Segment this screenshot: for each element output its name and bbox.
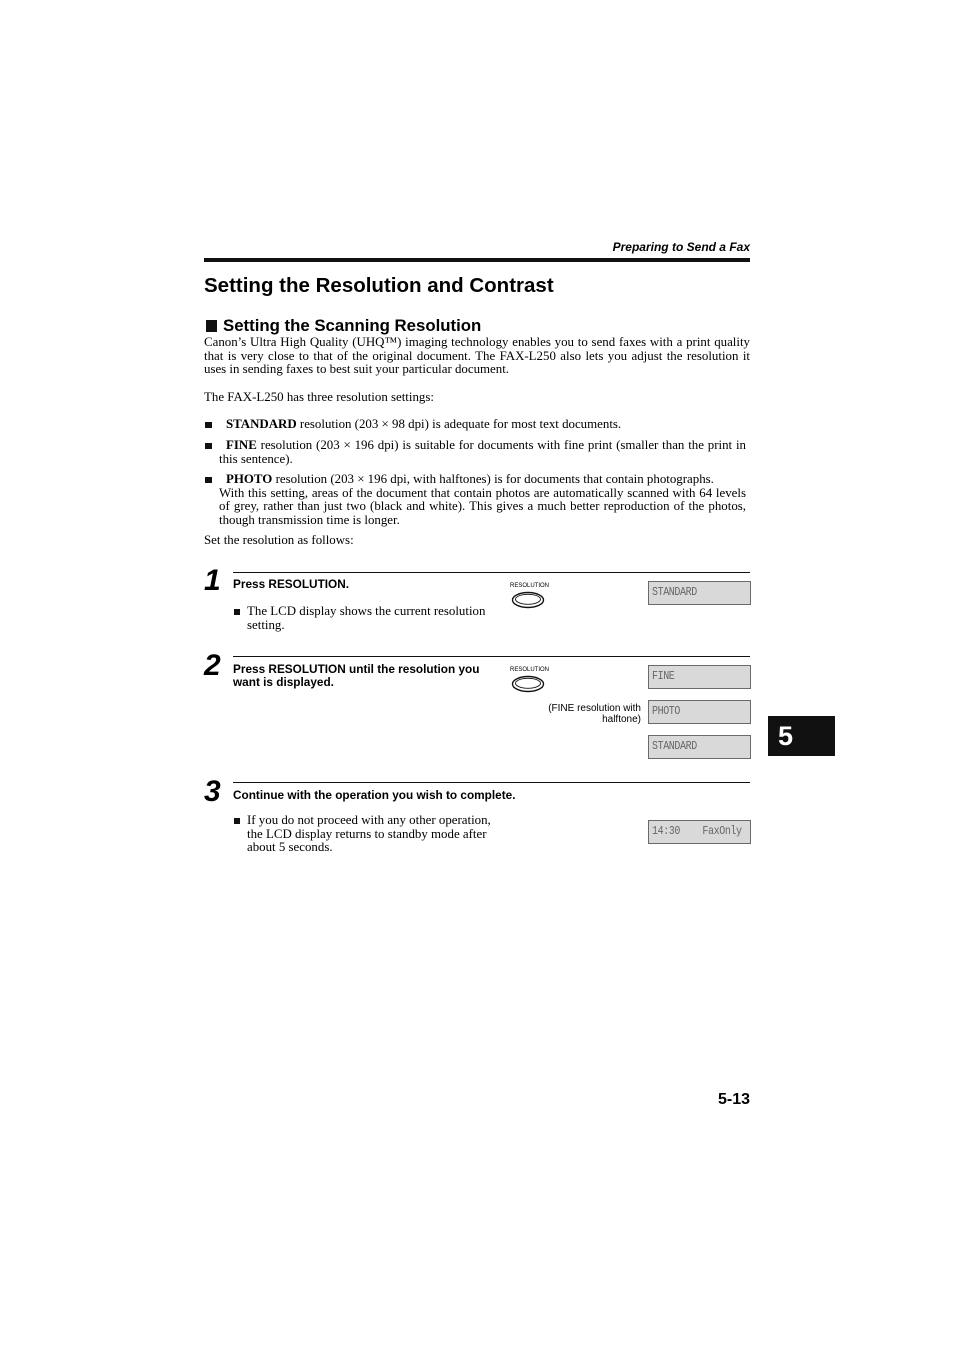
setting-term: PHOTO [226, 472, 273, 486]
setting-line: of grey, rather than just two (black and white). This gives a much better reproduction of the photos, [219, 499, 746, 514]
lcd-display [648, 820, 751, 844]
lcd-caption-line: (FINE resolution with [548, 703, 641, 714]
lcd-display [648, 735, 751, 759]
step-rule [233, 572, 750, 573]
step-rule [233, 782, 750, 783]
resolution-key-icon [511, 591, 545, 609]
bullet-square-icon [205, 422, 212, 429]
procedure-lead: Set the resolution as follows: [204, 533, 354, 547]
page-number: 5-13 [717, 1091, 750, 1108]
setting-term: STANDARD [226, 417, 297, 431]
setting-line: With this setting, areas of the document that contain photos are automatically scanned with 64 levels [219, 485, 746, 500]
running-header: Preparing to Send a Fax [612, 240, 750, 254]
lcd-display [648, 665, 751, 689]
lcd-caption-line: halftone) [602, 714, 641, 725]
step-instruction-line: Continue with the operation you wish to complete. [233, 787, 516, 802]
step-number: 1 [204, 564, 221, 597]
step-instruction [233, 663, 479, 689]
setting-item-photo [219, 473, 746, 527]
setting-text: resolution (203 × 196 dpi, with halftones) is for documents that contain photographs. [275, 472, 714, 486]
intro-paragraph [204, 336, 750, 377]
intro-line: Canon’s Ultra High Quality (UHQ™) imaging technology enables you to send faxes with a print quality [204, 335, 750, 349]
setting-item-fine [219, 439, 746, 466]
setting-line [219, 473, 746, 487]
step-instruction [233, 578, 349, 591]
lcd-text: 14:30 FaxOnly [652, 826, 742, 839]
step-instruction [233, 789, 515, 802]
intro-line: that is very close to that of the original document. The FAX-L250 also lets you adjust the resolution it [204, 348, 750, 363]
section-title: Setting the Resolution and Contrast [204, 274, 554, 297]
intro-line: uses in sending faxes to best suit your particular document. [204, 362, 510, 377]
step-rule [233, 656, 750, 657]
step-number: 3 [204, 775, 221, 808]
resolution-key-label: RESOLUTION [510, 667, 550, 673]
step-instruction-line: Press RESOLUTION. [233, 576, 350, 591]
bullet-square-icon [205, 477, 212, 484]
resolution-key-icon [511, 675, 545, 693]
header-rule [204, 258, 750, 262]
lcd-caption [548, 703, 641, 725]
step-note-line: about 5 seconds. [247, 840, 333, 855]
lcd-text: STANDARD [652, 587, 697, 600]
lcd-text: PHOTO [652, 706, 681, 719]
setting-item-standard [219, 418, 746, 432]
resolution-key-label: RESOLUTION [510, 583, 550, 589]
subsection-title: Setting the Scanning Resolution [223, 316, 482, 335]
lcd-display [648, 581, 751, 605]
lcd-display [648, 700, 751, 724]
bullet-square-icon [205, 443, 212, 450]
setting-line: this sentence). [219, 451, 293, 466]
setting-line [219, 439, 746, 453]
subsection-square-icon [206, 320, 217, 332]
step-note [247, 814, 491, 855]
setting-text: resolution (203 × 196 dpi) is suitable for documents with fine print (smaller than the print in [260, 438, 746, 452]
setting-line [219, 418, 746, 432]
step-number: 2 [204, 649, 221, 682]
step-note [247, 605, 485, 632]
step-note-line: setting. [247, 617, 285, 632]
step-note-line: The LCD display shows the current resolution [247, 604, 486, 618]
note-bullet-square-icon [234, 818, 240, 824]
setting-text: resolution (203 × 98 dpi) is adequate for most text documents. [299, 417, 622, 431]
lcd-text: STANDARD [652, 741, 697, 754]
chapter-tab: 5 [768, 716, 835, 756]
setting-term: FINE [226, 438, 257, 452]
note-bullet-square-icon [234, 609, 240, 615]
step-instruction-line: Press RESOLUTION until the resolution you [233, 661, 480, 676]
step-note-line: the LCD display returns to standby mode after [247, 826, 487, 841]
lcd-text: FINE [652, 671, 675, 684]
setting-line: though transmission time is longer. [219, 512, 400, 527]
step-note-line: If you do not proceed with any other operation, [247, 813, 491, 827]
settings-lead: The FAX-L250 has three resolution settings: [204, 390, 434, 404]
step-instruction-line: want is displayed. [233, 674, 334, 689]
